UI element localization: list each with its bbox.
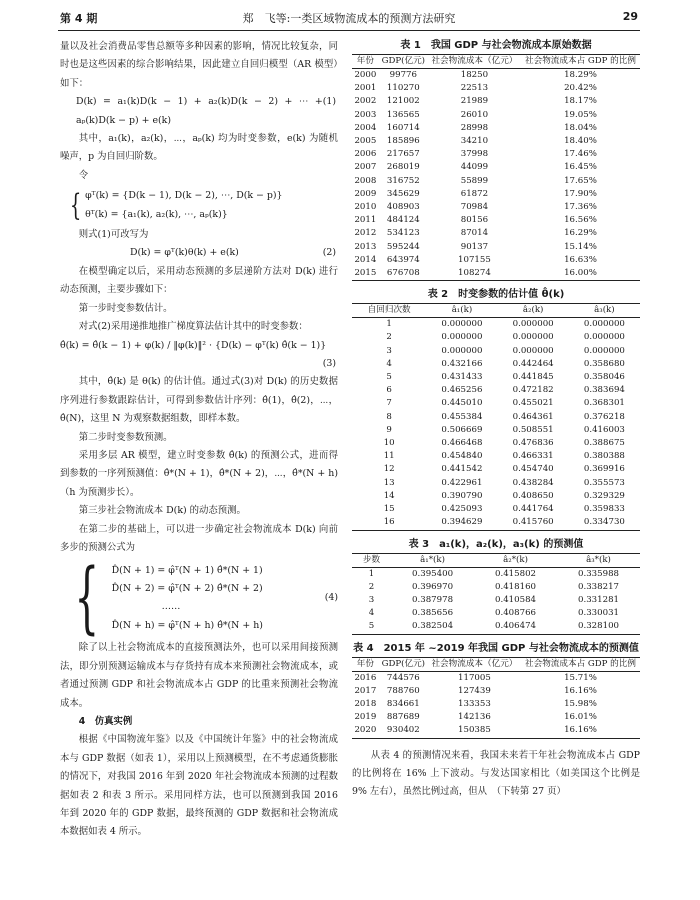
table-cell: 18.29% (564, 70, 597, 80)
paragraph: 其中，a₁(k)，a₂(k)，⋯，aₚ(k) 均为时变参数，e(k) 为随机噪声，p 为自回归阶数。 (60, 133, 338, 163)
table-cell: 345629 (386, 188, 420, 199)
table-row (352, 175, 640, 188)
table-row (352, 69, 640, 83)
table-2 (352, 303, 640, 530)
table-cell: 185896 (386, 136, 420, 147)
column-header: 社会物流成本占 GDP 的比例 (521, 55, 640, 69)
table-row (352, 516, 640, 530)
table-cell: 2017 (354, 685, 377, 696)
table-cell: 0.383694 (583, 385, 625, 396)
table-3-caption: 表 3 a₁(k)，a₂(k)，a₃(k) 的预测值 (408, 538, 584, 550)
table-cell: 834661 (386, 698, 420, 709)
equation-line: D̂(N + 1) = φ̂ᵀ(N + 1) θ̂*(N + 1) (111, 564, 263, 576)
table-cell: 0.329329 (583, 490, 625, 501)
table-cell: 16.00% (521, 267, 640, 281)
table-cell: 0.330031 (578, 608, 620, 619)
table-4-caption: 表 4 2015 年 ~2019 年我国 GDP 与社会物流成本的预测值 (353, 642, 639, 654)
table-cell: 16.01% (564, 712, 597, 723)
column-header: GDP(亿元) (379, 657, 428, 671)
equation-ellipsis: …… (161, 601, 181, 613)
table-cell: 121002 (386, 96, 420, 107)
paragraph: 从表 4 的预测情况来看，我国未来若干年社会物流成本占 GDP 的比例将在 16% 上下波动。与发达国家相比（如美国这个比例是 9% 左右），虽然比例过高，但从 （下转第 27 页） (352, 749, 640, 798)
table-cell: 2015 (352, 267, 379, 281)
table-row (352, 358, 640, 371)
table-row (352, 437, 640, 450)
table-cell: 9 (386, 424, 392, 435)
paragraph: 除了以上社会物流成本的直接预测法外，也可以采用间接预测法，即分别预测运输成本与存货持有成本来预测社会物流成本，或者通过预测 GDP 和社会物流成本占 GDP 的比重来预测社会物流成本。 (60, 642, 338, 709)
table-cell: 0.382504 (391, 620, 474, 634)
table-cell: 0.369916 (583, 464, 625, 475)
table-row (352, 411, 640, 424)
table-cell: 15 (383, 504, 395, 515)
column-header: â₃(k) (569, 304, 640, 318)
table-cell: 0.000000 (512, 345, 554, 356)
table-cell: 0.506669 (441, 424, 483, 435)
table-cell: 0.415760 (498, 516, 569, 530)
table-cell: 0.408650 (512, 490, 554, 501)
table-cell: 0.338217 (578, 581, 620, 592)
table-row (352, 671, 640, 685)
table-cell: 19.05% (564, 109, 597, 120)
table-cell: 0.380388 (583, 451, 625, 462)
equation-2 (60, 244, 338, 262)
section-heading: 4 仿真实例 (78, 716, 133, 727)
equation-line: D̂(N + 2) = φ̂ᵀ(N + 2) θ̂*(N + 2) (111, 582, 263, 594)
issue-number: 第 4 期 (60, 12, 98, 25)
table-cell: 16.56% (564, 215, 597, 226)
table-cell: 534123 (386, 228, 420, 239)
table-2-caption: 表 2 时变参数的估计值 θ̂(k) (427, 289, 565, 301)
table-cell: 16.16% (564, 685, 597, 696)
table-header-row (352, 553, 640, 567)
column-header: 年份 (352, 657, 379, 671)
table-cell: 0.441845 (512, 372, 554, 383)
equation-3 (60, 337, 338, 355)
table-cell: 0.455021 (512, 398, 554, 409)
table-cell: 28998 (460, 122, 489, 133)
table-cell: 99776 (389, 70, 417, 80)
table-cell: 110270 (386, 83, 420, 94)
table-cell: 2 (386, 332, 392, 343)
paragraph: 在第二步的基础上，可以进一步确定社会物流成本 D(k) 向前多步的预测公式为 (60, 523, 338, 553)
table-cell: 18250 (460, 70, 489, 80)
running-title: 郑 飞等:一类区域物流成本的预测方法研究 (242, 12, 456, 25)
table-row (352, 188, 640, 201)
paragraph: 第三步社会物流成本 D(k) 的动态预测。 (78, 505, 246, 517)
table-cell: 0.415802 (495, 568, 537, 579)
table-1 (352, 54, 640, 281)
table-cell: 16 (352, 516, 426, 530)
table-cell: 2019 (354, 712, 377, 723)
table-cell: 2018 (354, 698, 377, 709)
table-cell: 21989 (460, 96, 489, 107)
table-row (352, 371, 640, 384)
table-cell: 930402 (379, 724, 428, 738)
table-cell: 87014 (460, 228, 489, 239)
table-cell: 2013 (354, 241, 377, 252)
right-column (352, 38, 640, 802)
table-cell: 484124 (386, 215, 420, 226)
table-cell: 14 (383, 490, 395, 501)
paragraph: 根据《中国物流年鉴》以及《中国统计年鉴》中的社会物流成本与 GDP 数据（如表 1），采用以上预测模型，在不考虑通货膨胀的情况下，对我国 2016 年到 2020 年社会物流成本预测的过程数据如表 2 和表 3 所示。采用同样方法，也可以预测到我国 2016 年到 2020 年的 GDP 数据，最终预测的 GDP 数据和社会物流成本数据如表 4 所示。 (60, 734, 338, 838)
table-cell: 1 (368, 568, 375, 579)
table-cell: 26010 (460, 109, 489, 120)
table-cell: 16.63% (564, 254, 597, 265)
column-header: â₁*(k) (391, 553, 474, 567)
table-cell: 1 (386, 319, 392, 330)
table-cell: 2007 (354, 162, 377, 173)
table-cell: 0.000000 (583, 345, 625, 356)
column-header: 自回归次数 (352, 304, 426, 318)
table-cell: 316752 (386, 175, 420, 186)
table-4 (352, 657, 640, 739)
table-cell: 0.454840 (441, 451, 483, 462)
table-cell: 18.17% (564, 96, 597, 107)
table-cell: 17.36% (564, 202, 597, 213)
table-cell: 0.000000 (583, 332, 625, 343)
table-cell: 0.416003 (583, 424, 625, 435)
table-cell: 643974 (386, 254, 420, 265)
equation-number: (3) (322, 357, 336, 369)
table-cell: 4 (368, 608, 375, 619)
table-cell: 12 (383, 464, 395, 475)
table-cell: 0.441764 (512, 504, 554, 515)
equation-line: D̂(N + h) = φ̂ᵀ(N + h) θ̂*(N + h) (111, 619, 263, 631)
table-cell: 80156 (460, 215, 489, 226)
table-cell: 0.000000 (583, 319, 625, 330)
table-cell: 15.98% (564, 698, 597, 709)
table-cell: 0.000000 (512, 319, 554, 330)
table-cell: 2002 (354, 96, 377, 107)
table-cell: 0.394629 (426, 516, 497, 530)
table-cell: 2003 (354, 109, 377, 120)
table-cell: 2001 (354, 83, 377, 94)
table-cell: 0.508551 (512, 424, 554, 435)
table-cell: 595244 (386, 241, 420, 252)
table-cell: 4 (386, 358, 392, 369)
column-header: GDP(亿元) (379, 55, 428, 69)
table-cell: 0.388675 (583, 438, 625, 449)
table-cell: 150385 (428, 724, 521, 738)
table-cell: 0.441542 (441, 464, 483, 475)
column-header: â₃*(k) (557, 553, 640, 567)
table-cell: 744576 (386, 672, 420, 683)
table-cell: 2012 (354, 228, 377, 239)
brace-glyph: { (74, 553, 100, 644)
paragraph: 令 (78, 169, 89, 181)
column-header: 步数 (352, 553, 391, 567)
table-cell: 0.431433 (441, 372, 483, 383)
table-cell: 0.466331 (512, 451, 554, 462)
table-cell: 0.466468 (441, 438, 483, 449)
table-cell: 7 (386, 398, 392, 409)
table-row (352, 490, 640, 503)
table-cell: 0.334730 (569, 516, 640, 530)
right-text (352, 747, 640, 802)
table-row (352, 109, 640, 122)
table-cell: 6 (386, 385, 392, 396)
forecast-system (60, 553, 338, 644)
table-cell: 8 (386, 411, 392, 422)
column-header: 年份 (352, 55, 379, 69)
table-cell: 44099 (460, 162, 489, 173)
table-cell: 0.000000 (512, 332, 554, 343)
equation-number: (1) (322, 96, 336, 108)
table-cell: 117005 (458, 672, 491, 683)
table-cell: 55899 (460, 175, 489, 186)
table-row (352, 620, 640, 634)
column-header: 社会物流成本（亿元） (428, 657, 521, 671)
page-number: 29 (622, 10, 638, 23)
table-row (352, 685, 640, 698)
table-cell: 10 (383, 438, 395, 449)
table-cell: 0.390790 (441, 490, 483, 501)
table-cell: 2011 (354, 215, 377, 226)
table-cell: 0.472182 (512, 385, 554, 396)
table-row (352, 227, 640, 240)
table-cell: 5 (352, 620, 391, 634)
table-cell: 2014 (354, 254, 377, 265)
table-row (352, 477, 640, 490)
column-header: â₂*(k) (474, 553, 557, 567)
column-header: 社会物流成本占 GDP 的比例 (521, 657, 640, 671)
table-cell: 0.376218 (583, 411, 625, 422)
table-cell: 133353 (458, 698, 491, 709)
table-row (352, 345, 640, 358)
table-cell: 3 (368, 594, 375, 605)
paragraph: 采用多层 AR 模型，建立时变参数 θ̂(k) 的预测公式，进而得到参数的一序列预测值：θ̂*(N + 1)，θ̂*(N + 2)，⋯，θ̂*(N + h)（h 为预测步长）。 (60, 449, 338, 498)
table-row (352, 711, 640, 724)
equation-number: (2) (322, 247, 336, 259)
table-cell: 2008 (354, 175, 377, 186)
table-cell: 15.14% (564, 241, 597, 252)
table-cell: 0.358680 (583, 358, 625, 369)
table-row (352, 267, 640, 281)
paragraph: 第二步时变参数预测。 (78, 431, 173, 443)
table-cell: 107155 (458, 254, 491, 265)
equation-number: (4) (324, 592, 338, 604)
table-row (352, 581, 640, 594)
table-cell: 0.432166 (441, 358, 483, 369)
table-row (352, 201, 640, 214)
table-cell: 0.396970 (412, 581, 454, 592)
table-cell: 0.465256 (441, 385, 483, 396)
table-row (352, 254, 640, 267)
table-row (352, 594, 640, 607)
table-row (352, 241, 640, 254)
table-cell: 20.42% (564, 83, 597, 94)
table-cell: 13 (383, 477, 395, 488)
table-cell: 0.422961 (441, 477, 483, 488)
table-cell: 16.29% (564, 228, 597, 239)
table-cell: 217657 (386, 149, 420, 160)
table-cell: 0.464361 (512, 411, 554, 422)
table-cell: 0.395400 (412, 568, 454, 579)
table-cell: 2016 (354, 672, 377, 683)
table-row (352, 724, 640, 738)
column-header: 社会物流成本（亿元） (428, 55, 521, 69)
table-cell: 90137 (460, 241, 489, 252)
table-1-caption: 表 1 我国 GDP 与社会物流成本原始数据 (400, 40, 592, 51)
table-cell: 887689 (386, 712, 420, 723)
table-header-row (352, 304, 640, 318)
table-cell: 0.476836 (512, 438, 554, 449)
table-cell: 18.40% (564, 136, 597, 147)
table-cell: 3 (386, 345, 392, 356)
table-cell: 11 (383, 451, 395, 462)
table-row (352, 450, 640, 463)
equation-body: D(k) = φᵀ(k)θ(k) + e(k) (130, 247, 239, 259)
table-cell: 0.000000 (441, 319, 483, 330)
table-cell: 0.358046 (583, 372, 625, 383)
table-cell: 0.408766 (495, 608, 537, 619)
table-cell: 0.455384 (441, 411, 483, 422)
paragraph: 第一步时变参数估计。 (78, 302, 173, 314)
table-cell: 0.442464 (512, 358, 554, 369)
table-row (352, 318, 640, 332)
paragraph: 量以及社会消费品零售总额等多种因素的影响，情况比较复杂，同时也是这些因素的综合影响结果，因此建立自回归模型（AR 模型）如下： (60, 41, 338, 89)
table-row (352, 214, 640, 227)
paragraph: 对式(2)采用递推地推广梯度算法估计其中的时变参数： (78, 321, 308, 333)
table-3 (352, 553, 640, 635)
table-cell: 0.331281 (578, 594, 620, 605)
table-header-row (352, 55, 640, 69)
table-row (352, 424, 640, 437)
column-header: â₁(k) (426, 304, 497, 318)
table-cell: 2009 (354, 188, 377, 199)
table-cell: 15.71% (564, 672, 597, 683)
table-cell: 0.359833 (583, 504, 625, 515)
table-cell: 127439 (458, 685, 491, 696)
table-row (352, 607, 640, 620)
table-cell: 0.387978 (412, 594, 454, 605)
equation-line: θᵀ(k) = {a₁(k), a₂(k), ⋯, aₚ(k)} (85, 208, 228, 220)
paragraph: 则式(1)可改写为 (78, 229, 149, 241)
column-header: â₂(k) (498, 304, 569, 318)
table-cell: 0.355573 (583, 477, 625, 488)
table-row (352, 331, 640, 344)
table-cell: 17.90% (564, 188, 597, 199)
table-cell: 408903 (386, 202, 420, 213)
table-cell: 16.45% (564, 162, 597, 173)
table-row (352, 122, 640, 135)
equation-line: φᵀ(k) = {D(k − 1), D(k − 2), ⋯, D(k − p)} (85, 190, 283, 202)
table-cell: 34210 (460, 136, 489, 147)
table-cell: 2006 (354, 149, 377, 160)
table-cell: 16.16% (521, 724, 640, 738)
table-cell: 2005 (354, 136, 377, 147)
table-cell: 0.406474 (474, 620, 557, 634)
table-row (352, 148, 640, 161)
table-cell: 0.425093 (441, 504, 483, 515)
table-cell: 37998 (460, 149, 489, 160)
table-cell: 108274 (428, 267, 521, 281)
header-rule (58, 30, 640, 31)
table-cell: 0.454740 (512, 464, 554, 475)
table-cell: 0.385656 (412, 608, 454, 619)
table-cell: 0.000000 (441, 332, 483, 343)
table-cell: 142136 (458, 712, 491, 723)
equation-body: D(k) = a₁(k)D(k − 1) + a₂(k)D(k − 2) + ⋯ + aₚ(k)D(k − p) + e(k) (76, 96, 323, 126)
table-cell: 0.445010 (441, 398, 483, 409)
running-header (60, 10, 638, 28)
table-cell: 136565 (386, 109, 420, 120)
table-cell: 788760 (386, 685, 420, 696)
table-cell: 70984 (460, 202, 489, 213)
table-header-row (352, 657, 640, 671)
table-row (352, 384, 640, 397)
table-cell: 0.335988 (578, 568, 620, 579)
table-cell: 268019 (386, 162, 420, 173)
table-cell: 2 (368, 581, 375, 592)
definition-system (60, 187, 338, 224)
table-row (352, 82, 640, 95)
table-row (352, 95, 640, 108)
table-row (352, 567, 640, 581)
table-cell: 17.65% (564, 175, 597, 186)
table-cell: 160714 (386, 122, 420, 133)
table-cell: 61872 (460, 188, 489, 199)
table-row (352, 135, 640, 148)
table-cell: 18.04% (564, 122, 597, 133)
table-cell: 2000 (354, 70, 377, 80)
paragraph: 在模型确定以后，采用动态预测的多层递阶方法对 D(k) 进行动态预测，主要步骤如下： (60, 265, 338, 296)
table-cell: 5 (386, 372, 392, 383)
table-cell: 0.418160 (495, 581, 537, 592)
table-cell: 22513 (460, 83, 489, 94)
table-cell: 0.438284 (512, 477, 554, 488)
table-cell: 0.328100 (557, 620, 640, 634)
table-cell: 0.000000 (441, 345, 483, 356)
table-cell: 0.410584 (495, 594, 537, 605)
table-cell: 676708 (379, 267, 428, 281)
table-row (352, 161, 640, 174)
table-cell: 17.46% (564, 149, 597, 160)
table-cell: 0.368301 (583, 398, 625, 409)
left-column (60, 38, 338, 842)
table-cell: 2010 (354, 202, 377, 213)
table-row (352, 463, 640, 476)
table-cell: 2020 (352, 724, 379, 738)
table-row (352, 503, 640, 516)
table-row (352, 397, 640, 410)
brace-glyph: { (69, 187, 82, 223)
table-cell: 2004 (354, 122, 377, 133)
table-row (352, 698, 640, 711)
equation-1 (60, 93, 338, 130)
equation-body: θ̂(k) = θ̂(k − 1) + φ(k) / ‖φ(k)‖² · {D(k) − φᵀ(k) θ̂(k − 1)} (60, 339, 327, 351)
paragraph: 其中，θ̂(k) 是 θ(k) 的估计值。通过式(3)对 D(k) 的历史数据序列进行参数跟踪估计，可得到参数估计序列：θ̂(1)，θ̂(2)，⋯，θ̂(N)，这里 N 为观察数据组数，即样本数。 (60, 376, 338, 425)
